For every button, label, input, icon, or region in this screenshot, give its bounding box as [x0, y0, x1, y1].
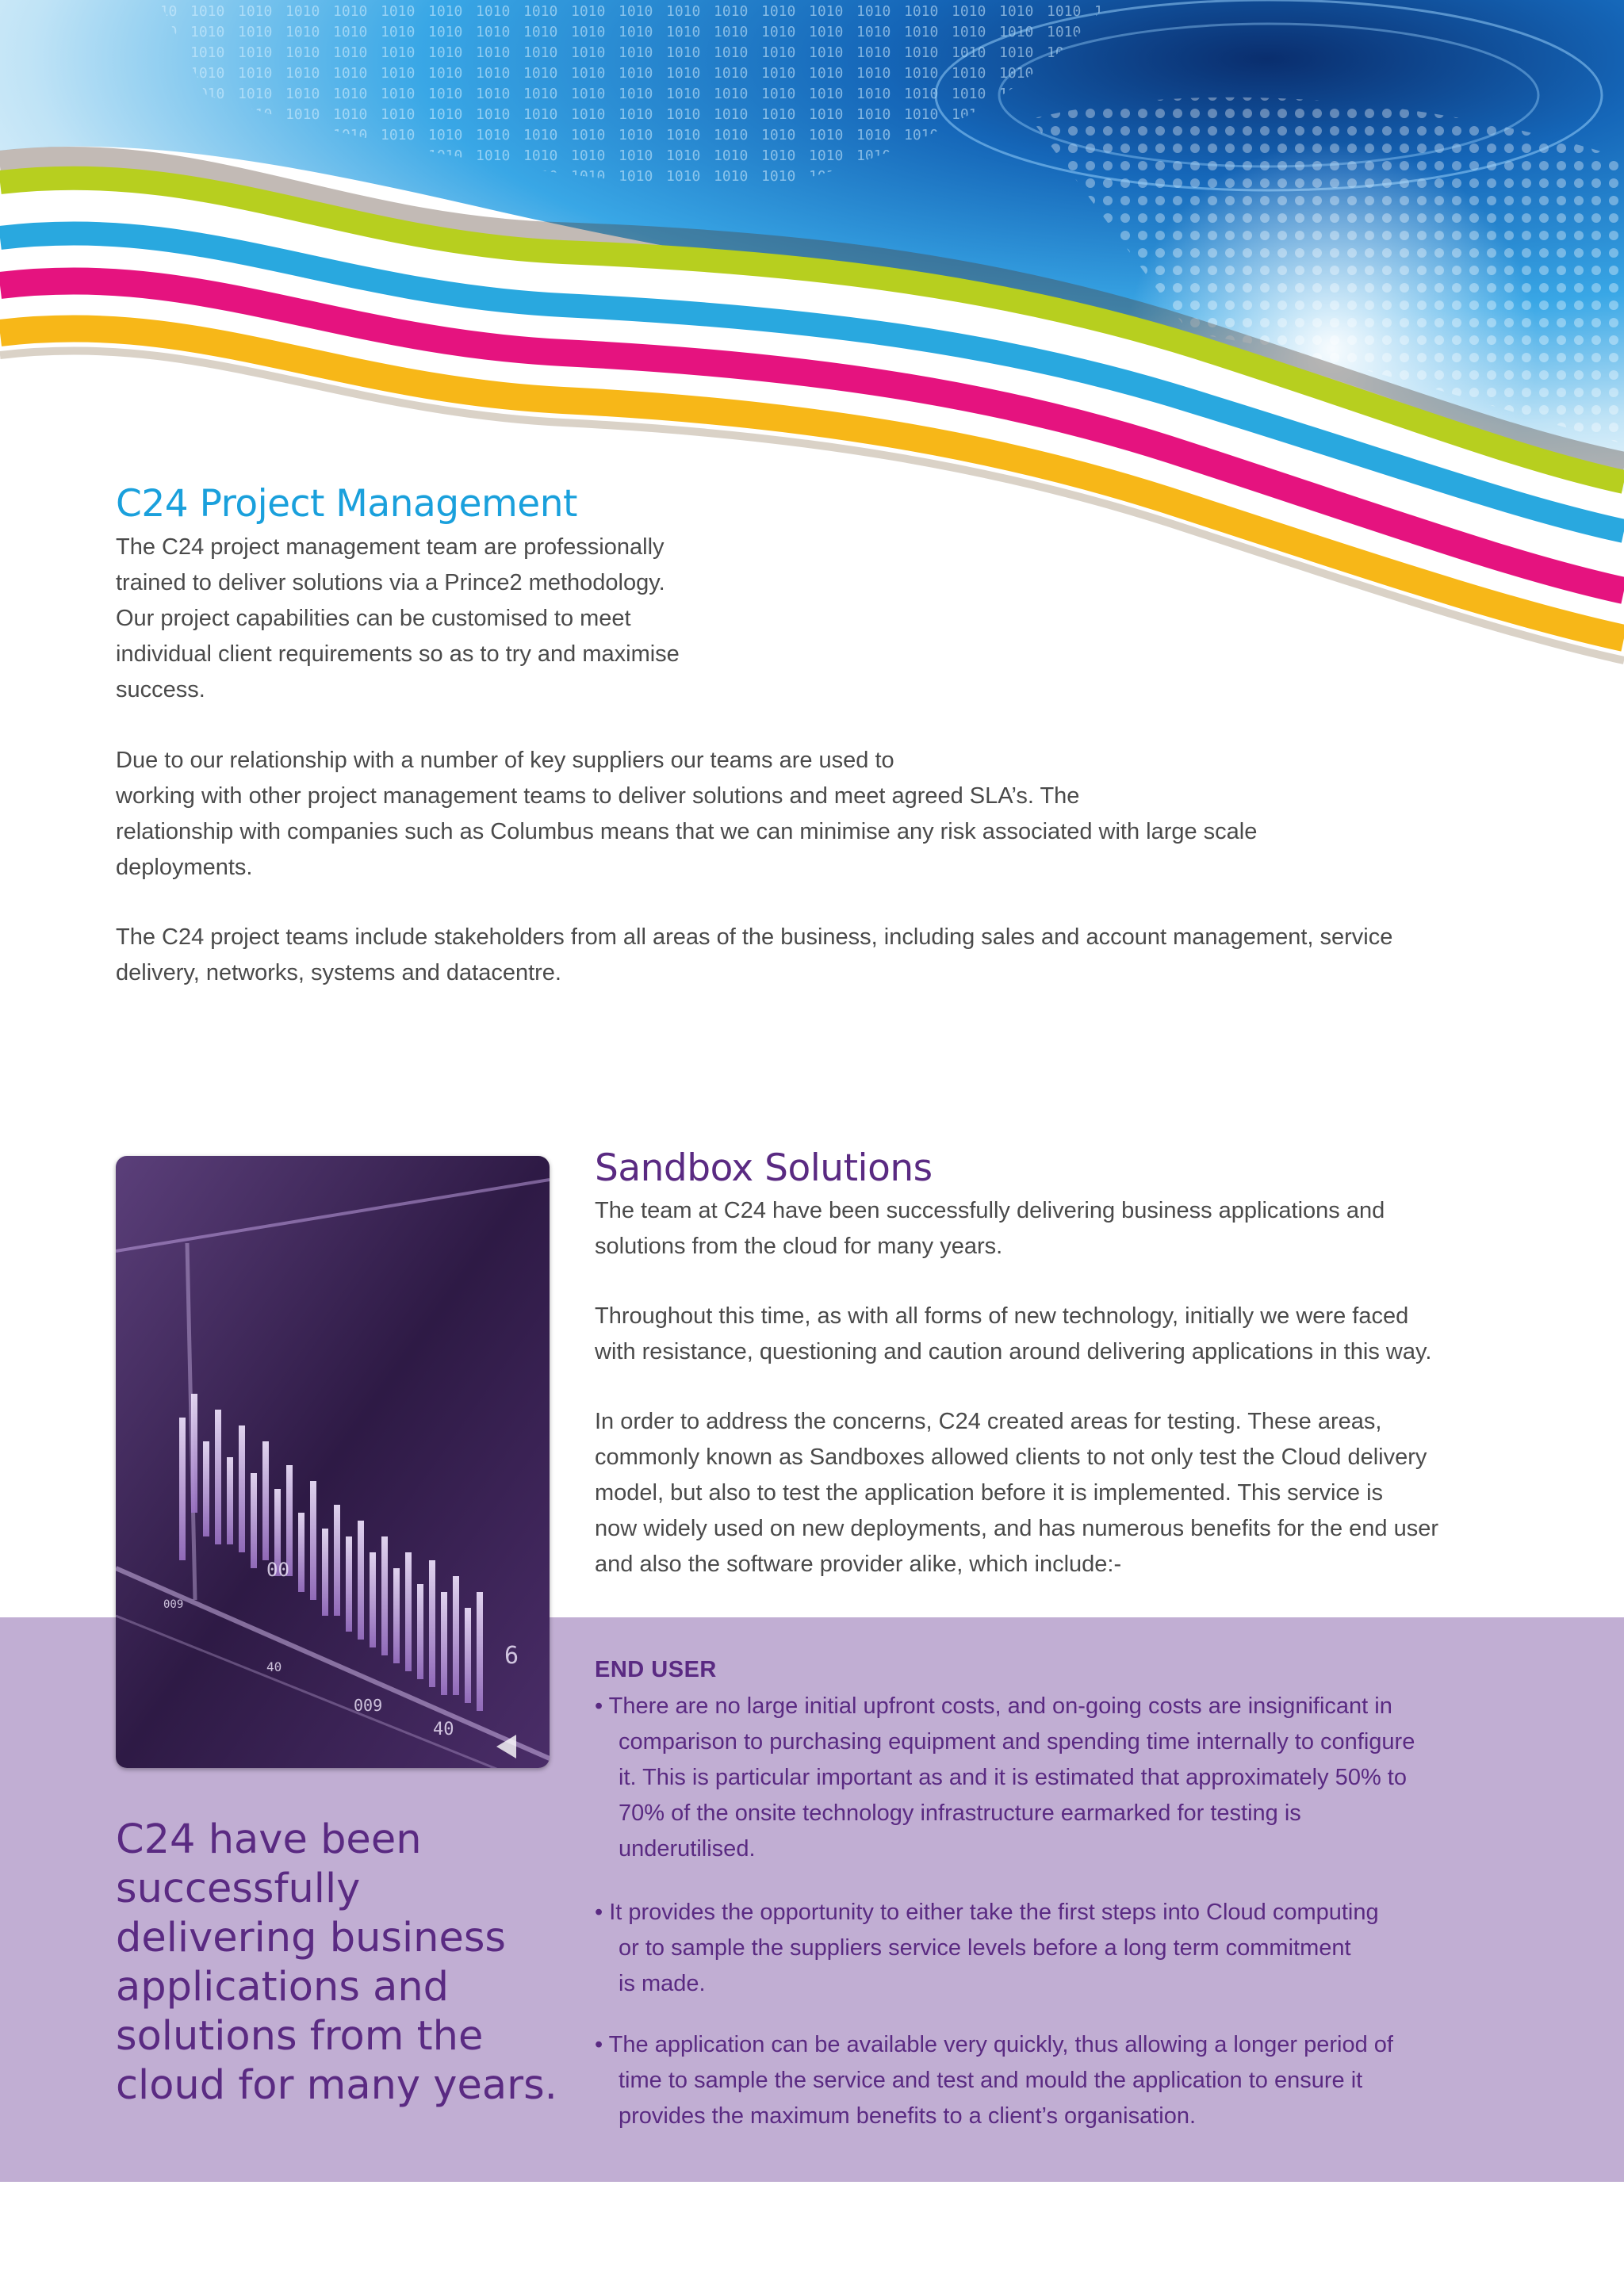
section-title-sandbox-solutions: Sandbox Solutions [595, 1146, 933, 1190]
text-line: Throughout this time, as with all forms of new technology, initially we were faced [595, 1303, 1409, 1329]
purple-stock-chart-photo [116, 1156, 550, 1768]
text-line: solutions from the cloud for many years. [595, 1234, 1003, 1259]
photo-label: 40 [266, 1659, 282, 1674]
photo-label: 6 [504, 1642, 519, 1670]
text-line: success. [116, 677, 205, 702]
text-line: relationship with companies such as Columbus means that we can minimise any risk associated with large scale [116, 819, 1258, 844]
text-line: The team at C24 have been successfully delivering business applications and [595, 1198, 1385, 1223]
text-line: model, but also to test the application before it is implemented. This service is [595, 1480, 1384, 1506]
text-line: Our project capabilities can be customised to meet [116, 606, 631, 631]
text-line: The C24 project teams include stakeholders from all areas of the business, including sales and account management, service [116, 924, 1393, 950]
photo-label: 009 [163, 1598, 184, 1611]
bullet-line: provides the maximum benefits to a client’s organisation. [619, 2103, 1197, 2129]
pm-paragraph-3 [116, 920, 1392, 991]
pull-quote: C24 have been successfully delivering business applications and solutions from the cloud for many years. [116, 1816, 557, 2109]
text-line: individual client requirements so as to try and maximise [116, 641, 680, 667]
end-user-bullet-3 [595, 2027, 1507, 2134]
bullet-line: • The application can be available very quickly, thus allowing a longer period of [595, 2032, 1393, 2057]
photo-label: 00 [266, 1559, 289, 1581]
stock-chart-illustration [116, 1156, 550, 1768]
end-user-bullet-2 [595, 1895, 1507, 2002]
photo-label: 40 [433, 1720, 454, 1739]
pm-paragraph-1 [116, 530, 680, 708]
end-user-bullet-1 [595, 1689, 1507, 1867]
bullet-line: underutilised. [619, 1836, 756, 1862]
text-line: Due to our relationship with a number of key suppliers our teams are used to [116, 748, 894, 773]
bullet-line: it. This is particular important as and it is estimated that approximately 50% to [619, 1765, 1407, 1790]
bullet-line: • It provides the opportunity to either take the first steps into Cloud computing [595, 1900, 1379, 1925]
bullet-line: 70% of the onsite technology infrastructure earmarked for testing is [619, 1800, 1301, 1826]
section-title-project-management: C24 Project Management [116, 482, 577, 526]
sandbox-paragraph-3 [595, 1404, 1438, 1582]
end-user-heading: END USER [595, 1657, 717, 1682]
photo-label: 009 [354, 1696, 383, 1715]
text-line: The C24 project management team are professionally [116, 534, 665, 560]
sandbox-paragraph-1 [595, 1193, 1385, 1265]
pm-paragraph-2 [116, 743, 1257, 886]
text-line: with resistance, questioning and caution around delivering applications in this way. [595, 1339, 1432, 1364]
text-line: deployments. [116, 855, 253, 880]
text-line: trained to deliver solutions via a Prince2 methodology. [116, 570, 665, 595]
text-line: now widely used on new deployments, and has numerous benefits for the end user [595, 1516, 1438, 1541]
bullet-line: comparison to purchasing equipment and spending time internally to configure [619, 1729, 1415, 1755]
text-line: working with other project management teams to deliver solutions and meet agreed SLA’s. The [116, 783, 1080, 809]
text-line: and also the software provider alike, which include:- [595, 1552, 1122, 1577]
sandbox-paragraph-2 [595, 1299, 1431, 1370]
bullet-line: • There are no large initial upfront costs, and on-going costs are insignificant in [595, 1693, 1392, 1719]
text-line: commonly known as Sandboxes allowed clients to not only test the Cloud delivery [595, 1445, 1427, 1470]
bullet-line: or to sample the suppliers service levels before a long term commitment [619, 1935, 1351, 1961]
text-line: In order to address the concerns, C24 created areas for testing. These areas, [595, 1409, 1382, 1434]
text-line: delivery, networks, systems and datacentre. [116, 960, 561, 985]
bullet-line: time to sample the service and test and mould the application to ensure it [619, 2068, 1363, 2093]
bullet-line: is made. [619, 1971, 706, 1996]
